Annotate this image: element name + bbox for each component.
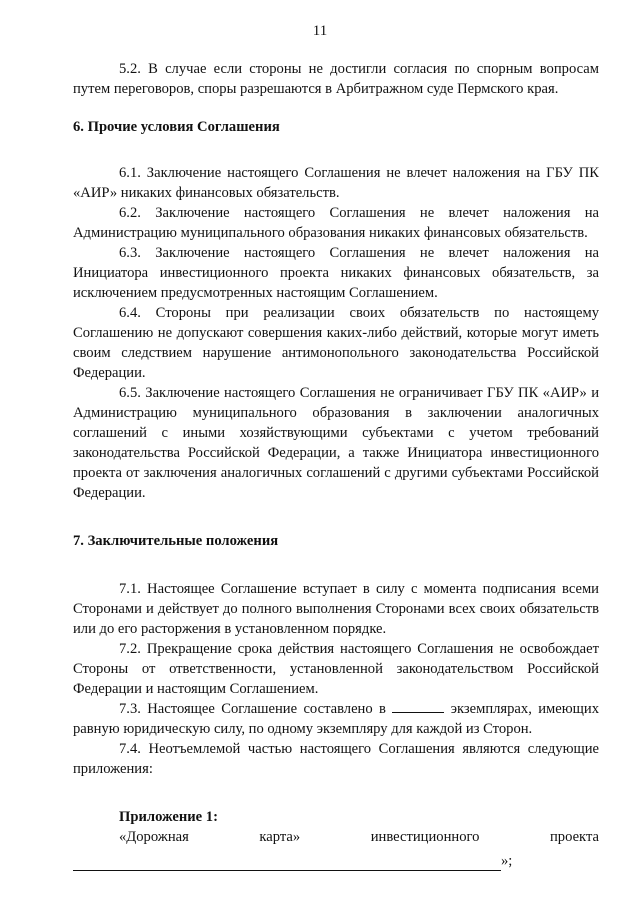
appendix-caption <box>119 827 599 847</box>
section-6-title: 6. Прочие условия Соглашения <box>73 119 280 135</box>
paragraph-6-2: 6.2. Заключение настоящего Соглашения не влечет наложения на Администрацию муниципального образования никаких финансовых обязательств. <box>73 205 599 241</box>
document-body <box>73 59 599 871</box>
paragraph-7-3-start: 7.3. Настоящее Соглашение составлено в <box>119 701 386 717</box>
paragraph-7-4: 7.4. Неотъемлемой частью настоящего Соглашения являются следующие приложения: <box>73 741 599 777</box>
paragraph-7-3 <box>73 699 599 739</box>
paragraph-6-4: 6.4. Стороны при реализации своих обязательств по настоящему Соглашению не допускают совершения каких-либо действий, которые могут иметь своим следствием нарушение антимонопольного законодательства Российской Федерации. <box>73 305 599 381</box>
paragraph-7-1: 7.1. Настоящее Соглашение вступает в силу с момента подписания всеми Сторонами и действует до полного выполнения Сторонами всех своих обязательств или до его расторжения в установленном порядке. <box>73 581 599 637</box>
copies-count-blank <box>392 700 444 713</box>
project-name-line-row <box>73 851 599 871</box>
appendix-word-1: «Дорожная <box>119 829 189 845</box>
paragraph-7-2: 7.2. Прекращение срока действия настоящего Соглашения не освобождает Стороны от ответственности, установленной законодательством Российской Федерации и настоящим Соглашением. <box>73 641 599 697</box>
appendix-title: Приложение 1: <box>119 809 218 825</box>
section-7-title: 7. Заключительные положения <box>73 533 279 549</box>
paragraph-7-3-end: экземплярах, имеющих равную юридическую силу, по одному экземпляру для каждой из Сторон. <box>73 701 599 737</box>
project-name-line-end: »; <box>501 853 513 869</box>
appendix-word-2: карта» <box>259 829 301 845</box>
paragraph-6-1: 6.1. Заключение настоящего Соглашения не влечет наложения на ГБУ ПК «АИР» никаких финансовых обязательств. <box>73 165 599 201</box>
appendix-word-4: проекта <box>549 829 599 845</box>
paragraph-5-2: 5.2. В случае если стороны не достигли согласия по спорным вопросам путем переговоров, споры разрешаются в Арбитражном суде Пермского края. <box>73 61 599 97</box>
paragraph-6-3: 6.3. Заключение настоящего Соглашения не влечет наложения на Инициатора инвестиционного проекта никаких финансовых обязательств, за исключением предусмотренных настоящим Соглашением. <box>73 245 599 301</box>
appendix-word-3: инвестиционного <box>370 829 480 845</box>
project-name-blank-line <box>73 855 501 871</box>
appendix-block <box>73 807 599 847</box>
paragraph-6-5: 6.5. Заключение настоящего Соглашения не ограничивает ГБУ ПК «АИР» и Администрацию муниципального образования в заключении аналогичных соглашений с иными хозяйствующими субъектами с учетом требований законодательства Российской Федерации, а также Инициатора инвестиционного проекта от заключения аналогичных соглашений с другими субъектами Российской Федерации. <box>73 385 599 501</box>
page-number: 11 <box>312 23 328 39</box>
